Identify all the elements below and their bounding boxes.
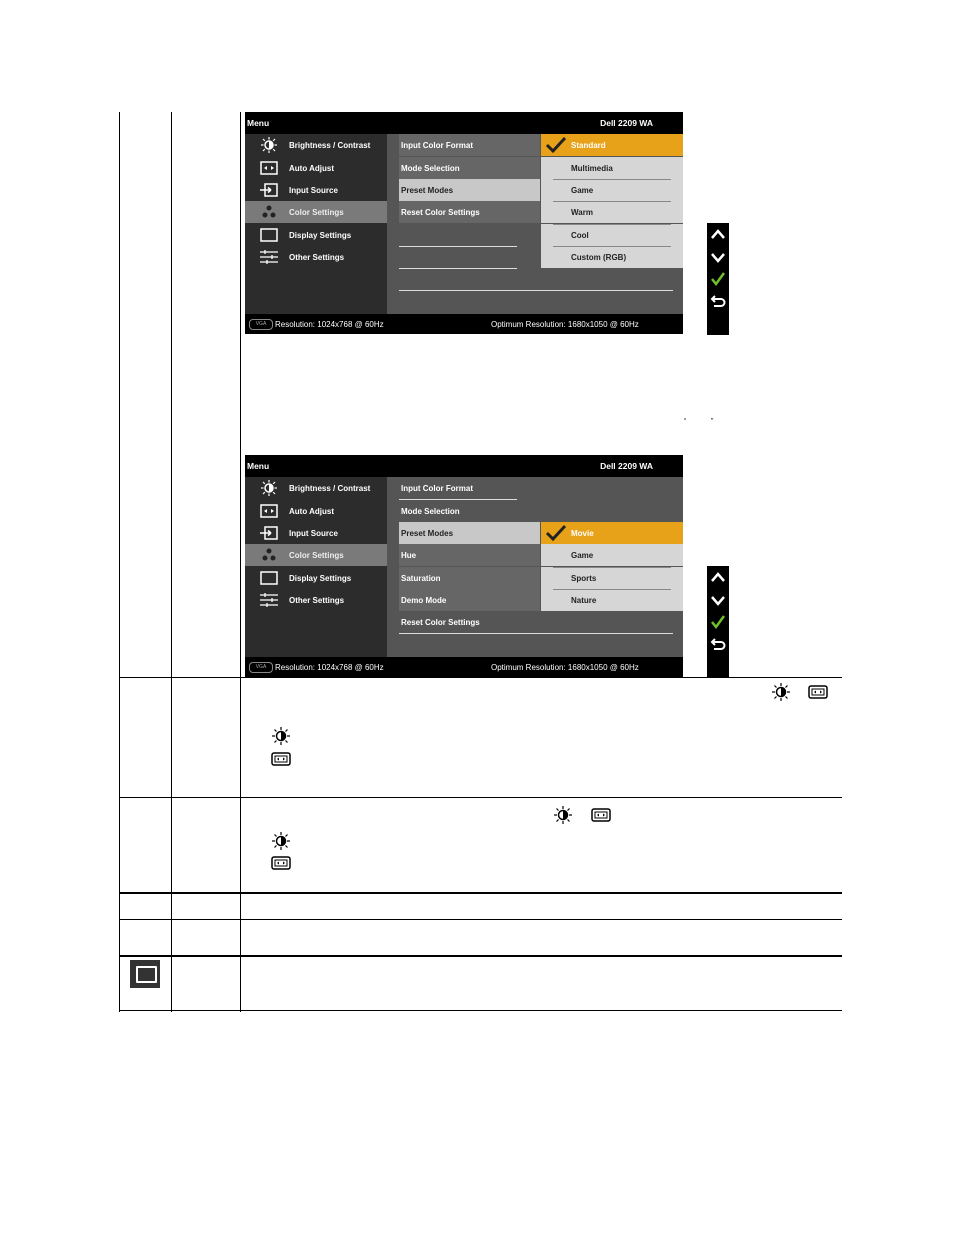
- table-row-divider: [119, 1010, 842, 1011]
- table-row-divider: [119, 892, 842, 894]
- osd-submenu-label: Mode Selection: [401, 164, 460, 173]
- osd-button-bar: [707, 223, 729, 335]
- osd-menu-label: Display Settings: [289, 574, 352, 583]
- osd-option-label: Game: [571, 186, 594, 195]
- osd-menu-item-other-settings[interactable]: [245, 589, 387, 611]
- osd-option-label: Warm: [571, 208, 593, 217]
- vga-connector-icon: VGA: [249, 662, 273, 673]
- osd-option-item[interactable]: [541, 179, 683, 201]
- osd-topbar: [245, 455, 683, 477]
- auto-adjust-icon: [807, 683, 829, 701]
- close-quote: ”: [711, 418, 714, 425]
- osd-option-item-selected[interactable]: [541, 522, 683, 544]
- osd-divider: [553, 179, 671, 180]
- osd-option-item[interactable]: [541, 246, 683, 268]
- osd-divider: [399, 268, 517, 269]
- osd-divider: [553, 224, 671, 225]
- table-row-divider: [119, 919, 842, 920]
- osd-menu-label: Other Settings: [289, 253, 345, 262]
- osd-optimum-resolution: Optimum Resolution: 1680x1050 @ 60Hz: [491, 663, 639, 672]
- down-arrow-icon[interactable]: [709, 248, 727, 266]
- osd-model-name: Dell 2209 WA: [600, 461, 653, 471]
- osd-option-label: Nature: [571, 596, 597, 605]
- auto-adjust-icon: [259, 503, 279, 519]
- osd-option-label: Movie: [571, 529, 594, 538]
- osd-submenu-item[interactable]: [399, 589, 540, 611]
- color-settings-icon: [259, 204, 279, 220]
- osd-menu-item-auto-adjust[interactable]: [245, 157, 387, 179]
- brightness-icon: [270, 832, 292, 850]
- osd-option-item[interactable]: [541, 544, 683, 566]
- vga-connector-icon: VGA: [249, 319, 273, 330]
- osd-submenu-label: Saturation: [401, 574, 441, 583]
- osd-option-item[interactable]: [541, 224, 683, 246]
- input-source-icon: [259, 525, 279, 541]
- table-col-divider-2: [240, 112, 241, 1012]
- osd-submenu-item[interactable]: [399, 544, 540, 566]
- display-settings-icon: [259, 227, 279, 243]
- osd-divider: [399, 290, 673, 291]
- osd-submenu-item-selected[interactable]: [399, 522, 540, 544]
- up-arrow-icon[interactable]: [709, 569, 727, 587]
- osd-model-name: Dell 2209 WA: [600, 118, 653, 128]
- osd-submenu-item[interactable]: [399, 567, 540, 589]
- osd-current-resolution: Resolution: 1024x768 @ 60Hz: [275, 320, 384, 329]
- osd-divider: [553, 201, 671, 202]
- osd-button-bar: [707, 566, 729, 678]
- osd-menu-title: Menu: [247, 461, 270, 471]
- osd-submenu-label: Preset Modes: [401, 186, 454, 195]
- osd-optimum-resolution: Optimum Resolution: 1680x1050 @ 60Hz: [491, 320, 639, 329]
- table-row-divider: [119, 677, 842, 678]
- osd-submenu-label: Input Color Format: [401, 484, 473, 493]
- osd-menu-item-input-source[interactable]: [245, 179, 387, 201]
- osd-menu-label: Color Settings: [289, 208, 344, 217]
- osd-option-item[interactable]: [541, 589, 683, 611]
- osd-menu-label: Color Settings: [289, 551, 344, 560]
- osd-option-label: Multimedia: [571, 164, 613, 173]
- checkmark-icon: [545, 524, 567, 542]
- osd-menu-item-auto-adjust[interactable]: [245, 500, 387, 522]
- osd-submenu-item[interactable]: [399, 134, 540, 156]
- auto-adjust-icon: [270, 750, 292, 768]
- osd-divider: [399, 246, 517, 247]
- osd-menu-item-other-settings[interactable]: [245, 246, 387, 268]
- brightness-icon: [270, 727, 292, 745]
- osd-submenu-item[interactable]: [399, 201, 540, 223]
- other-settings-icon: [259, 249, 279, 265]
- brightness-icon: [770, 683, 792, 701]
- osd-screenshot-movie: [245, 455, 683, 677]
- osd-submenu-label: Demo Mode: [401, 596, 447, 605]
- color-settings-icon: [259, 547, 279, 563]
- osd-status-bar: [245, 657, 683, 677]
- osd-option-item[interactable]: [541, 567, 683, 589]
- osd-menu-label: Display Settings: [289, 231, 352, 240]
- display-settings-icon: [130, 960, 160, 988]
- osd-menu-item-color-settings[interactable]: [245, 544, 387, 566]
- back-icon[interactable]: [709, 292, 727, 310]
- table-row-divider: [119, 797, 842, 798]
- back-icon[interactable]: [709, 635, 727, 653]
- osd-submenu-label: Preset Modes: [401, 529, 454, 538]
- osd-submenu-item[interactable]: [399, 477, 517, 500]
- osd-divider: [553, 246, 671, 247]
- brightness-icon: [552, 806, 574, 824]
- osd-submenu-label: Hue: [401, 551, 417, 560]
- table-border-left: [119, 112, 120, 1012]
- osd-option-label: Cool: [571, 231, 589, 240]
- osd-menu-label: Auto Adjust: [289, 164, 335, 173]
- osd-menu-item-color-settings[interactable]: [245, 201, 387, 223]
- checkmark-icon: [545, 136, 567, 154]
- osd-option-item-selected[interactable]: [541, 134, 683, 156]
- osd-submenu-item[interactable]: [399, 611, 673, 634]
- brightness-icon: [259, 137, 279, 153]
- table-row-divider: [119, 955, 842, 957]
- osd-topbar: [245, 112, 683, 134]
- display-settings-icon-frame: [136, 966, 157, 983]
- osd-menu-item-display-settings[interactable]: [245, 224, 387, 246]
- display-settings-icon: [259, 570, 279, 586]
- osd-menu-item-brightness-contrast[interactable]: [245, 477, 387, 499]
- osd-submenu-label: Reset Color Settings: [401, 618, 480, 627]
- osd-current-resolution: Resolution: 1024x768 @ 60Hz: [275, 663, 384, 672]
- up-arrow-icon[interactable]: [709, 226, 727, 244]
- brightness-icon: [259, 480, 279, 496]
- osd-option-item[interactable]: [541, 201, 683, 223]
- osd-menu-label: Input Source: [289, 529, 338, 538]
- osd-menu-label: Auto Adjust: [289, 507, 335, 516]
- auto-adjust-icon: [270, 854, 292, 872]
- open-quote: “: [684, 418, 687, 425]
- input-source-icon: [259, 182, 279, 198]
- osd-menu-label: Brightness / Contrast: [289, 484, 371, 493]
- osd-option-label: Custom (RGB): [571, 253, 627, 262]
- check-icon[interactable]: [709, 613, 727, 631]
- osd-option-label: Game: [571, 551, 594, 560]
- osd-option-item[interactable]: [541, 157, 683, 179]
- osd-menu-title: Menu: [247, 118, 270, 128]
- osd-submenu-item[interactable]: [399, 500, 517, 523]
- osd-divider: [553, 589, 671, 590]
- osd-option-label: Sports: [571, 574, 597, 583]
- auto-adjust-icon: [590, 806, 612, 824]
- other-settings-icon: [259, 592, 279, 608]
- auto-adjust-icon: [259, 160, 279, 176]
- osd-menu-item-display-settings[interactable]: [245, 567, 387, 589]
- osd-divider: [553, 567, 671, 568]
- table-col-divider-1: [171, 112, 172, 1012]
- osd-screenshot-standard: [245, 112, 683, 334]
- down-arrow-icon[interactable]: [709, 591, 727, 609]
- osd-menu-item-brightness-contrast[interactable]: [245, 134, 387, 156]
- osd-menu-label: Other Settings: [289, 596, 345, 605]
- osd-menu-label: Brightness / Contrast: [289, 141, 371, 150]
- osd-submenu-item[interactable]: [399, 157, 540, 179]
- osd-submenu-item-selected[interactable]: [399, 179, 540, 201]
- osd-status-bar: [245, 314, 683, 334]
- osd-menu-label: Input Source: [289, 186, 338, 195]
- osd-submenu-label: Input Color Format: [401, 141, 473, 150]
- osd-submenu-label: Reset Color Settings: [401, 208, 480, 217]
- check-icon[interactable]: [709, 270, 727, 288]
- osd-menu-item-input-source[interactable]: [245, 522, 387, 544]
- osd-submenu-label: Mode Selection: [401, 507, 460, 516]
- osd-option-label: Standard: [571, 141, 606, 150]
